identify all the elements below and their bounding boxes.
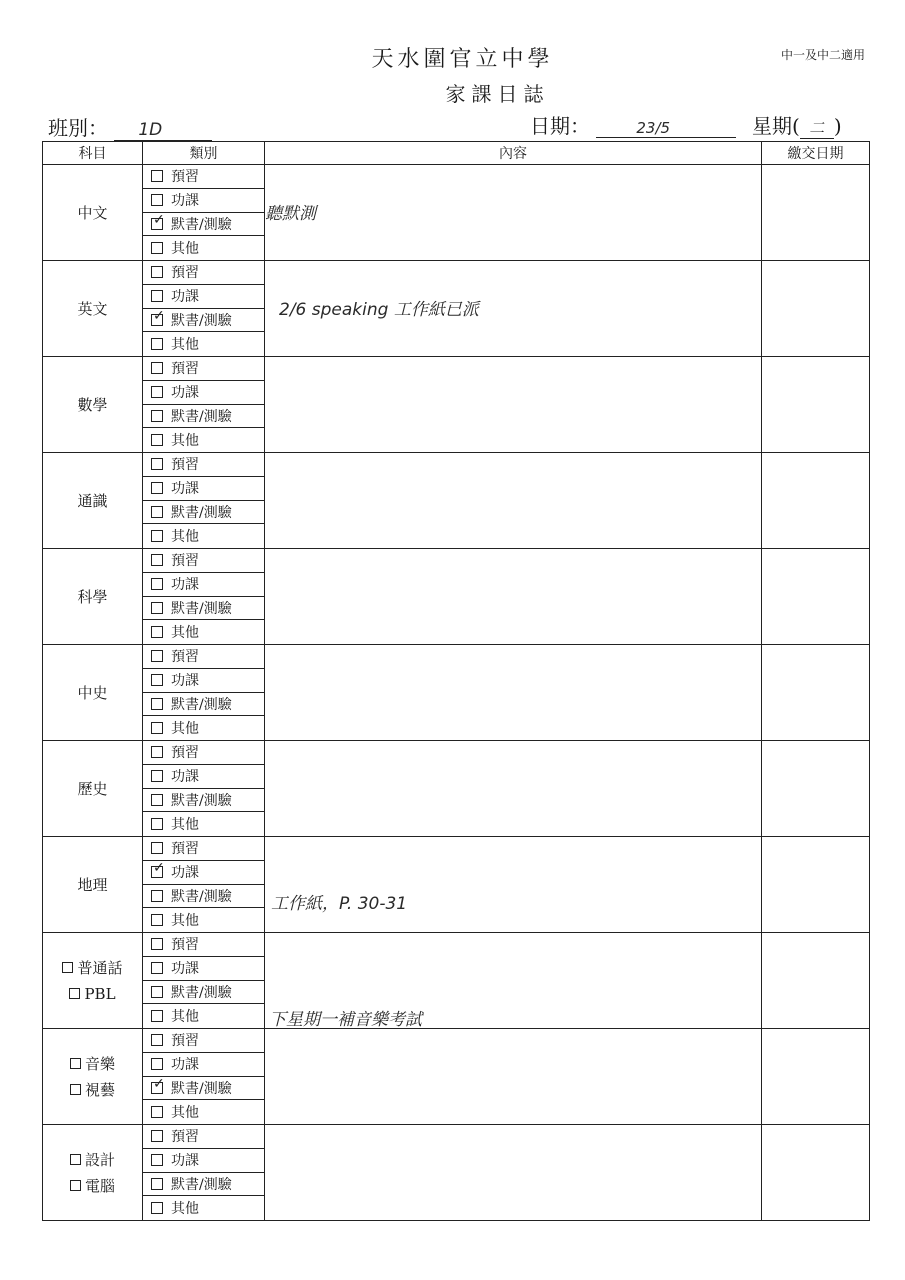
category-option[interactable]	[143, 765, 264, 789]
subject-name: 音樂	[84, 1054, 115, 1073]
category-label: 功課	[171, 1153, 199, 1170]
weekday-field	[752, 110, 842, 139]
category-label: 默書/測驗	[171, 696, 232, 713]
subject-name: 通識	[77, 491, 108, 510]
checkbox[interactable]	[151, 938, 163, 950]
homework-log-table	[42, 141, 870, 1221]
date-value[interactable]: 23/5	[596, 119, 736, 138]
checkbox[interactable]	[151, 1106, 163, 1118]
category-label: 功課	[171, 1057, 199, 1074]
subject-label	[43, 1051, 142, 1077]
subject-name: 視藝	[84, 1080, 115, 1099]
subject-checkbox[interactable]	[70, 1058, 81, 1069]
category-label: 預習	[171, 1129, 199, 1146]
checkbox[interactable]	[151, 242, 163, 254]
content-cell[interactable]	[265, 1125, 762, 1221]
checkbox[interactable]	[151, 842, 163, 854]
checkbox[interactable]	[151, 362, 163, 374]
category-label: 功課	[171, 193, 199, 210]
subject-name: 科學	[77, 587, 108, 606]
category-option[interactable]	[143, 357, 264, 381]
category-label: 功課	[171, 961, 199, 978]
content-cell[interactable]	[265, 741, 762, 837]
checkbox[interactable]	[151, 170, 163, 182]
category-label: 默書/測驗	[171, 888, 232, 905]
content-cell[interactable]	[265, 357, 762, 453]
category-option[interactable]	[143, 1173, 264, 1197]
column-header-content: 內容	[265, 142, 762, 165]
column-header-subject: 科目	[43, 142, 143, 165]
due-date-cell[interactable]	[762, 1029, 870, 1125]
due-date-cell[interactable]	[762, 165, 870, 261]
category-option[interactable]	[143, 837, 264, 861]
subject-label	[43, 872, 142, 898]
subject-label	[43, 1173, 142, 1199]
category-cell	[143, 357, 265, 453]
category-label: 預習	[171, 553, 199, 570]
category-cell	[143, 933, 265, 1029]
category-cell	[143, 261, 265, 357]
subject-label	[43, 1077, 142, 1103]
category-option[interactable]	[143, 981, 264, 1005]
category-option[interactable]	[143, 524, 264, 548]
content-cell[interactable]	[265, 549, 762, 645]
category-label: 功課	[171, 289, 199, 306]
subject-name: 中史	[77, 683, 108, 702]
category-label: 功課	[171, 769, 199, 786]
subject-label	[43, 680, 142, 706]
category-cell	[143, 645, 265, 741]
weekday-label: 星期(	[752, 114, 800, 138]
category-option[interactable]	[143, 549, 264, 573]
checkbox[interactable]	[151, 1058, 163, 1070]
category-option[interactable]	[143, 597, 264, 621]
subject-cell	[43, 165, 143, 261]
date-label: 日期：	[530, 114, 590, 138]
category-option[interactable]	[143, 1077, 264, 1101]
checkbox[interactable]	[151, 578, 163, 590]
checkbox[interactable]	[151, 818, 163, 830]
subject-label	[43, 776, 142, 802]
checkbox[interactable]	[151, 434, 163, 446]
checkbox[interactable]	[151, 746, 163, 758]
subject-cell	[43, 453, 143, 549]
subject-name: 普通話	[77, 958, 123, 977]
checkbox-checked[interactable]	[151, 1082, 163, 1094]
checkbox[interactable]	[151, 554, 163, 566]
category-option[interactable]	[143, 1125, 264, 1149]
subject-name: PBL	[84, 984, 116, 1003]
category-option[interactable]	[143, 669, 264, 693]
grade-note: 中一及中二適用	[780, 48, 865, 62]
category-option[interactable]	[143, 693, 264, 717]
category-option[interactable]	[143, 189, 264, 213]
table-row	[43, 261, 870, 357]
table-row	[43, 933, 870, 1029]
checkbox[interactable]	[151, 482, 163, 494]
category-label: 功課	[171, 481, 199, 498]
subject-cell	[43, 645, 143, 741]
content-cell[interactable]	[265, 1029, 762, 1125]
category-option[interactable]	[143, 885, 264, 909]
checkbox[interactable]	[151, 794, 163, 806]
content-cell[interactable]	[265, 261, 762, 357]
checkbox[interactable]	[151, 914, 163, 926]
category-label: 功課	[171, 865, 199, 882]
category-option[interactable]	[143, 285, 264, 309]
class-value[interactable]: 1D	[114, 120, 212, 141]
column-header-category: 類別	[143, 142, 265, 165]
category-option[interactable]	[143, 1004, 264, 1028]
category-label: 預習	[171, 1033, 199, 1050]
category-option[interactable]	[143, 405, 264, 429]
category-label: 默書/測驗	[171, 504, 232, 521]
subject-cell	[43, 741, 143, 837]
category-cell	[143, 453, 265, 549]
category-cell	[143, 1029, 265, 1125]
content-cell[interactable]	[265, 645, 762, 741]
checkbox[interactable]	[151, 890, 163, 902]
checkbox[interactable]	[151, 1034, 163, 1046]
subject-label	[43, 584, 142, 610]
document-title: 家課日誌	[445, 82, 550, 106]
table-row	[43, 165, 870, 261]
category-option[interactable]	[143, 453, 264, 477]
category-label: 功課	[171, 673, 199, 690]
category-option[interactable]	[143, 861, 264, 885]
category-label: 其他	[171, 625, 199, 642]
handwritten-note: 工作紙，P. 30-31	[271, 894, 408, 914]
checkbox[interactable]	[151, 338, 163, 350]
checkbox[interactable]	[151, 506, 163, 518]
category-option[interactable]	[143, 309, 264, 333]
category-option[interactable]	[143, 332, 264, 356]
due-date-cell[interactable]	[762, 357, 870, 453]
subject-cell	[43, 261, 143, 357]
category-option[interactable]	[143, 908, 264, 932]
handwritten-note: 聽默測	[265, 204, 316, 224]
weekday-value[interactable]: 二	[800, 117, 834, 139]
category-cell	[143, 1125, 265, 1221]
checkbox[interactable]	[151, 674, 163, 686]
category-option[interactable]	[143, 933, 264, 957]
checkbox[interactable]	[151, 626, 163, 638]
category-label: 其他	[171, 529, 199, 546]
category-option[interactable]	[143, 741, 264, 765]
checkbox[interactable]	[151, 386, 163, 398]
subject-cell	[43, 1125, 143, 1221]
column-header-due-date: 繳交日期	[762, 142, 870, 165]
category-option[interactable]	[143, 620, 264, 644]
category-label: 預習	[171, 457, 199, 474]
subject-checkbox[interactable]	[70, 1154, 81, 1165]
category-option[interactable]	[143, 477, 264, 501]
category-option[interactable]	[143, 213, 264, 237]
content-cell[interactable]	[265, 453, 762, 549]
category-option[interactable]	[143, 957, 264, 981]
content-cell[interactable]	[265, 933, 762, 1029]
subject-label	[43, 1147, 142, 1173]
category-option[interactable]	[143, 236, 264, 260]
checkbox[interactable]	[151, 1202, 163, 1214]
due-date-cell[interactable]	[762, 837, 870, 933]
checkbox[interactable]	[151, 530, 163, 542]
checkbox[interactable]	[151, 962, 163, 974]
table-header-row	[43, 142, 870, 165]
subject-name: 中文	[77, 203, 108, 222]
due-date-cell[interactable]	[762, 741, 870, 837]
table-row	[43, 837, 870, 933]
subject-checkbox[interactable]	[70, 1180, 81, 1191]
table-row	[43, 741, 870, 837]
subject-checkbox[interactable]	[62, 962, 73, 973]
category-label: 預習	[171, 745, 199, 762]
class-field	[48, 112, 212, 141]
due-date-cell[interactable]	[762, 453, 870, 549]
category-label: 默書/測驗	[171, 1176, 232, 1193]
category-label: 功課	[171, 577, 199, 594]
subject-label	[43, 392, 142, 418]
checkbox[interactable]	[151, 290, 163, 302]
subject-label	[43, 296, 142, 322]
category-label: 其他	[171, 433, 199, 450]
subject-label	[43, 488, 142, 514]
category-label: 功課	[171, 385, 199, 402]
content-cell[interactable]	[265, 837, 762, 933]
due-date-cell[interactable]	[762, 645, 870, 741]
category-label: 默書/測驗	[171, 216, 232, 233]
category-cell	[143, 837, 265, 933]
category-option[interactable]	[143, 1029, 264, 1053]
category-label: 其他	[171, 241, 199, 258]
handwritten-note: 2/6 speaking 工作紙已派	[279, 300, 479, 320]
category-option[interactable]	[143, 261, 264, 285]
category-option[interactable]	[143, 716, 264, 740]
checkbox[interactable]	[151, 410, 163, 422]
subject-checkbox[interactable]	[70, 1084, 81, 1095]
handwritten-note: 下星期一補音樂考試	[269, 1010, 422, 1030]
due-date-cell[interactable]	[762, 1125, 870, 1221]
subject-cell	[43, 837, 143, 933]
category-label: 默書/測驗	[171, 312, 232, 329]
checkbox[interactable]	[151, 266, 163, 278]
class-label: 班別：	[48, 116, 108, 140]
category-label: 默書/測驗	[171, 1080, 232, 1097]
table-row	[43, 1029, 870, 1125]
category-option[interactable]	[143, 812, 264, 836]
category-label: 默書/測驗	[171, 984, 232, 1001]
category-label: 預習	[171, 361, 199, 378]
category-label: 其他	[171, 913, 199, 930]
category-option[interactable]	[143, 573, 264, 597]
category-label: 默書/測驗	[171, 600, 232, 617]
subject-label	[43, 200, 142, 226]
checkbox[interactable]	[151, 458, 163, 470]
subject-name: 歷史	[77, 779, 108, 798]
category-cell	[143, 741, 265, 837]
category-option[interactable]	[143, 789, 264, 813]
category-label: 其他	[171, 1009, 199, 1026]
checkbox[interactable]	[151, 722, 163, 734]
category-label: 其他	[171, 1105, 199, 1122]
category-option[interactable]	[143, 1053, 264, 1077]
category-label: 預習	[171, 649, 199, 666]
checkbox[interactable]	[151, 650, 163, 662]
checkbox[interactable]	[151, 1010, 163, 1022]
subject-checkbox[interactable]	[69, 988, 80, 999]
checkbox[interactable]	[151, 602, 163, 614]
table-row	[43, 1125, 870, 1221]
subject-name: 設計	[84, 1150, 115, 1169]
subject-name: 數學	[77, 395, 108, 414]
checkbox[interactable]	[151, 1130, 163, 1142]
checkbox[interactable]	[151, 770, 163, 782]
weekday-close: )	[833, 114, 842, 138]
content-cell[interactable]	[265, 165, 762, 261]
checkbox[interactable]	[151, 194, 163, 206]
subject-cell	[43, 549, 143, 645]
table-row	[43, 453, 870, 549]
category-option[interactable]	[143, 165, 264, 189]
school-name: 天水圍官立中學	[371, 47, 554, 72]
category-option[interactable]	[143, 1100, 264, 1124]
category-label: 其他	[171, 817, 199, 834]
category-label: 默書/測驗	[171, 408, 232, 425]
subject-label	[43, 981, 142, 1007]
checkbox[interactable]	[151, 986, 163, 998]
category-option[interactable]	[143, 1196, 264, 1220]
category-label: 預習	[171, 169, 199, 186]
due-date-cell[interactable]	[762, 933, 870, 1029]
category-option[interactable]	[143, 1149, 264, 1173]
checkbox[interactable]	[151, 1154, 163, 1166]
date-field	[530, 110, 736, 139]
category-label: 其他	[171, 1201, 199, 1218]
category-cell	[143, 549, 265, 645]
category-cell	[143, 165, 265, 261]
subject-name: 地理	[77, 875, 108, 894]
checkbox-checked[interactable]	[151, 866, 163, 878]
checkbox[interactable]	[151, 698, 163, 710]
table-row	[43, 549, 870, 645]
checkbox[interactable]	[151, 1178, 163, 1190]
checkbox-checked[interactable]	[151, 218, 163, 230]
table-body	[43, 165, 870, 1221]
table-row	[43, 357, 870, 453]
subject-cell	[43, 933, 143, 1029]
category-option[interactable]	[143, 501, 264, 525]
category-option[interactable]	[143, 645, 264, 669]
subject-name: 電腦	[84, 1176, 115, 1195]
subject-label	[43, 955, 142, 981]
category-option[interactable]	[143, 381, 264, 405]
subject-name: 英文	[77, 299, 108, 318]
subject-cell	[43, 357, 143, 453]
category-label: 其他	[171, 721, 199, 738]
category-label: 其他	[171, 337, 199, 354]
checkbox-checked[interactable]	[151, 314, 163, 326]
table-row	[43, 645, 870, 741]
due-date-cell[interactable]	[762, 261, 870, 357]
due-date-cell[interactable]	[762, 549, 870, 645]
category-label: 預習	[171, 265, 199, 282]
category-option[interactable]	[143, 428, 264, 452]
subject-cell	[43, 1029, 143, 1125]
category-label: 默書/測驗	[171, 792, 232, 809]
category-label: 預習	[171, 937, 199, 954]
category-label: 預習	[171, 841, 199, 858]
